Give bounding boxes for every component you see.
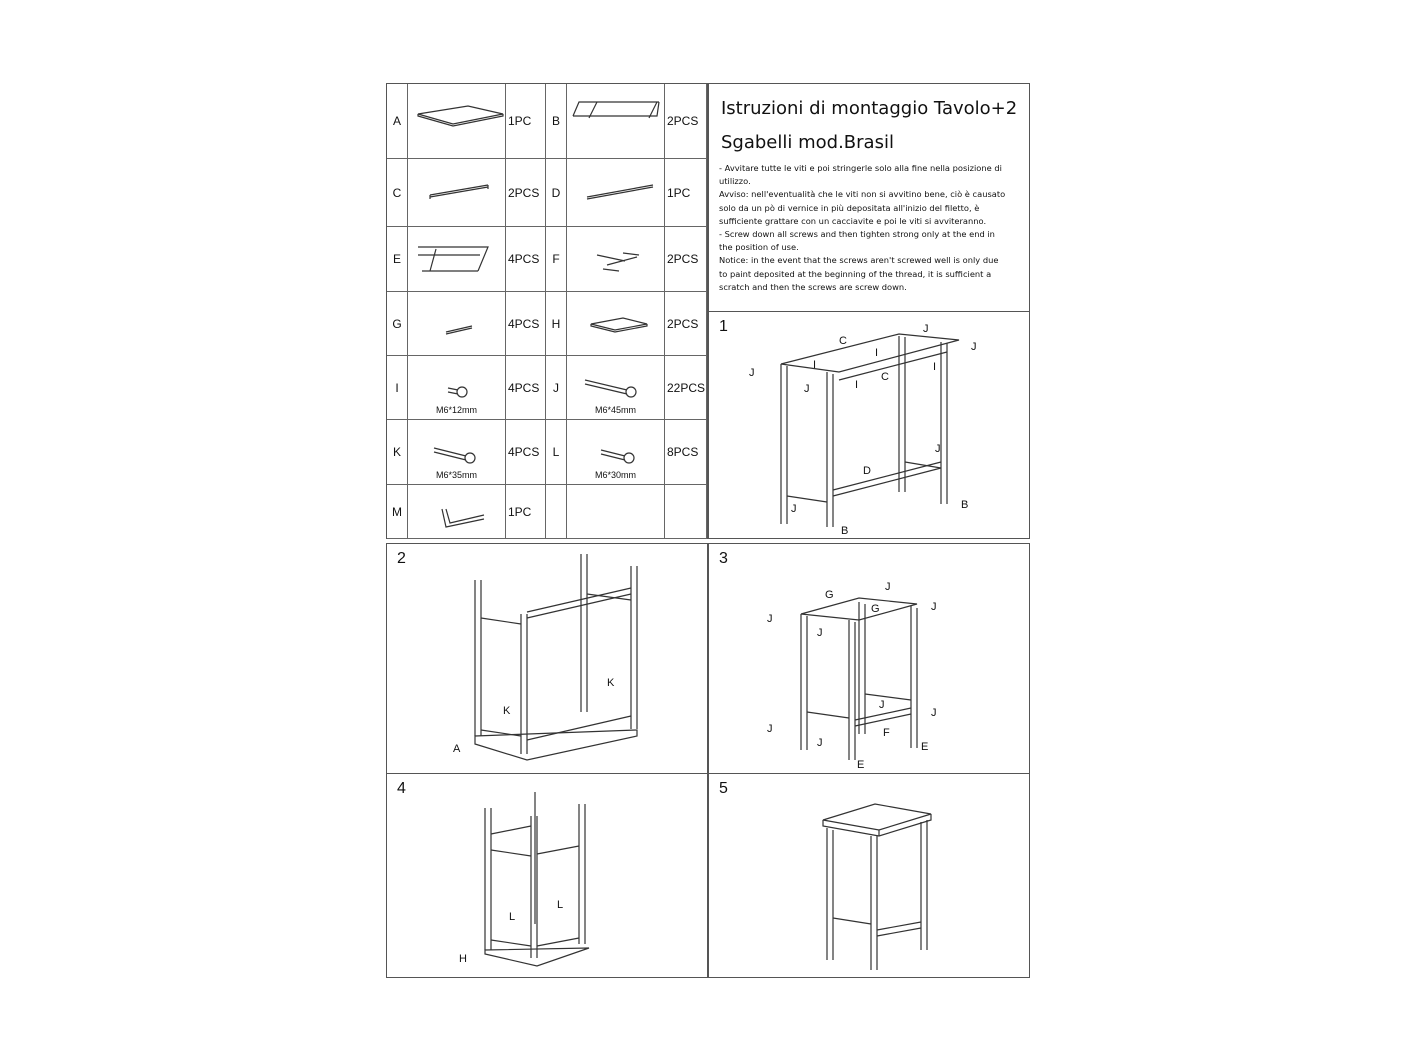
part-image xyxy=(408,159,506,227)
stool-frame-assembly-diagram xyxy=(709,544,1029,773)
label-j: J xyxy=(791,503,797,515)
part-quantity: 8PCS xyxy=(665,420,707,485)
part-letter: I xyxy=(387,356,408,420)
part-quantity: 2PCS xyxy=(665,292,707,356)
label-j: J xyxy=(767,723,773,735)
label-j: J xyxy=(767,613,773,625)
long-bar-icon xyxy=(408,167,506,217)
step-1-panel xyxy=(708,311,1030,539)
instructions-text xyxy=(719,162,1024,294)
instruction-line: sufficiente grattare con un cacciavite e poi le viti si avviteranno. xyxy=(719,215,987,226)
part-quantity: 2PCS xyxy=(506,159,546,227)
instruction-line: Notice: in the event that the screws aren't screwed well is only due xyxy=(719,255,999,266)
instructions-title xyxy=(721,92,1017,160)
step-2-panel xyxy=(386,543,708,774)
part-quantity: 4PCS xyxy=(506,420,546,485)
part-quantity: 22PCS xyxy=(665,356,707,420)
part-letter: C xyxy=(387,159,408,227)
label-g: G xyxy=(825,589,834,601)
footrest-bar-icon xyxy=(567,167,665,217)
label-j: J xyxy=(923,323,929,335)
part-image xyxy=(567,420,665,485)
part-image xyxy=(567,84,665,159)
label-j: J xyxy=(931,601,937,613)
label-g: G xyxy=(871,603,880,615)
part-letter: G xyxy=(387,292,408,356)
part-image xyxy=(408,84,506,159)
label-j: J xyxy=(931,707,937,719)
label-j: J xyxy=(971,341,977,353)
bolt-size-caption: M6*30mm xyxy=(594,470,636,480)
table-upside-down-diagram xyxy=(387,544,707,773)
part-image xyxy=(408,292,506,356)
stool-upside-down-diagram xyxy=(387,774,707,977)
instruction-line: to paint deposited at the beginning of the thread, it is sufficient a xyxy=(719,268,992,279)
label-j: J xyxy=(879,699,885,711)
label-a: A xyxy=(453,743,461,755)
label-l: L xyxy=(557,899,564,911)
label-k: K xyxy=(607,677,615,689)
part-quantity: 4PCS xyxy=(506,227,546,292)
empty-cell xyxy=(567,485,665,539)
h-bar-icon xyxy=(567,235,665,282)
short-bolt-icon xyxy=(408,364,506,410)
label-b: B xyxy=(841,525,849,537)
label-j: J xyxy=(885,581,891,593)
label-d: D xyxy=(863,465,871,477)
label-c: C xyxy=(881,371,889,383)
part-quantity: 1PC xyxy=(506,84,546,159)
step-number: 1 xyxy=(719,318,728,335)
medium-bolt-icon xyxy=(408,428,506,475)
label-j: J xyxy=(817,737,823,749)
step-3-panel xyxy=(708,543,1030,774)
part-image xyxy=(408,420,506,485)
part-letter: H xyxy=(546,292,567,356)
instruction-line: - Avvitare tutte le viti e poi stringerle solo alla fine nella posizione di xyxy=(719,163,1002,173)
short-bar-icon xyxy=(408,300,506,346)
label-l: L xyxy=(509,911,516,923)
instruction-line: - Screw down all screws and then tighten strong only at the end in xyxy=(719,229,995,240)
part-letter: D xyxy=(546,159,567,227)
part-image xyxy=(408,356,506,420)
instruction-line: scratch and then the screws are screw down. xyxy=(719,281,907,292)
part-letter: B xyxy=(546,84,567,159)
label-i: I xyxy=(813,359,817,371)
step-number: 3 xyxy=(719,550,728,567)
instructions-panel xyxy=(708,83,1030,312)
part-letter: L xyxy=(546,420,567,485)
instruction-line: solo da un pò di vernice in più depositata all'inizio del filetto, è xyxy=(719,202,980,213)
step-5-panel xyxy=(708,773,1030,978)
part-quantity: 2PCS xyxy=(665,84,707,159)
part-letter: E xyxy=(387,227,408,292)
allen-key-icon xyxy=(408,493,506,529)
parts-table xyxy=(386,83,708,539)
part-letter: A xyxy=(387,84,408,159)
step-4-panel xyxy=(386,773,708,978)
label-e: E xyxy=(857,759,865,771)
part-quantity: 1PC xyxy=(665,159,707,227)
title-line-2: Sgabelli mod.Brasil xyxy=(721,132,894,153)
label-i: I xyxy=(933,361,937,373)
label-h: H xyxy=(459,953,467,965)
part-quantity: 4PCS xyxy=(506,292,546,356)
long-bolt-icon xyxy=(567,364,665,410)
bolt-size-caption: M6*45mm xyxy=(594,405,636,415)
label-f: F xyxy=(883,727,890,739)
part-quantity: 2PCS xyxy=(665,227,707,292)
part-image xyxy=(408,227,506,292)
label-j: J xyxy=(935,443,941,455)
bolt-size-caption: M6*12mm xyxy=(435,405,477,415)
label-b: B xyxy=(961,499,969,511)
step-number: 5 xyxy=(719,780,728,797)
instruction-line: the position of use. xyxy=(719,242,799,253)
part-letter: J xyxy=(546,356,567,420)
label-e: E xyxy=(921,741,929,753)
part-image xyxy=(567,227,665,292)
label-c: C xyxy=(839,335,847,347)
label-i: I xyxy=(855,379,859,391)
part-image xyxy=(567,356,665,420)
label-i: I xyxy=(875,347,879,359)
part-image xyxy=(567,159,665,227)
part-image xyxy=(567,292,665,356)
bolt-size-caption: M6*35mm xyxy=(435,470,477,480)
label-j: J xyxy=(817,627,823,639)
table-frame-assembly-diagram xyxy=(709,312,1029,538)
part-image xyxy=(408,485,506,539)
assembled-stool-diagram xyxy=(709,774,1029,977)
empty-cell xyxy=(665,485,707,539)
label-k: K xyxy=(503,705,511,717)
step-number: 2 xyxy=(397,550,406,567)
label-j: J xyxy=(804,383,810,395)
bolt-icon xyxy=(567,428,665,475)
part-quantity: 4PCS xyxy=(506,356,546,420)
instruction-line: utilizzo. xyxy=(719,176,751,187)
label-j: J xyxy=(749,367,755,379)
title-line-1: Istruzioni di montaggio Tavolo+2 xyxy=(721,98,1018,119)
part-quantity: 1PC xyxy=(506,485,546,539)
instruction-line: Avviso: nell'eventualità che le viti non si avvitino bene, ciò è causato xyxy=(719,189,1006,200)
part-letter: K xyxy=(387,420,408,485)
empty-cell xyxy=(546,485,567,539)
part-letter: F xyxy=(546,227,567,292)
seat-panel-icon xyxy=(567,300,665,346)
tabletop-icon xyxy=(408,92,506,149)
part-letter: M xyxy=(387,485,408,539)
stool-side-frame-icon xyxy=(408,235,506,282)
table-side-frame-icon xyxy=(567,92,665,149)
step-number: 4 xyxy=(397,780,406,797)
